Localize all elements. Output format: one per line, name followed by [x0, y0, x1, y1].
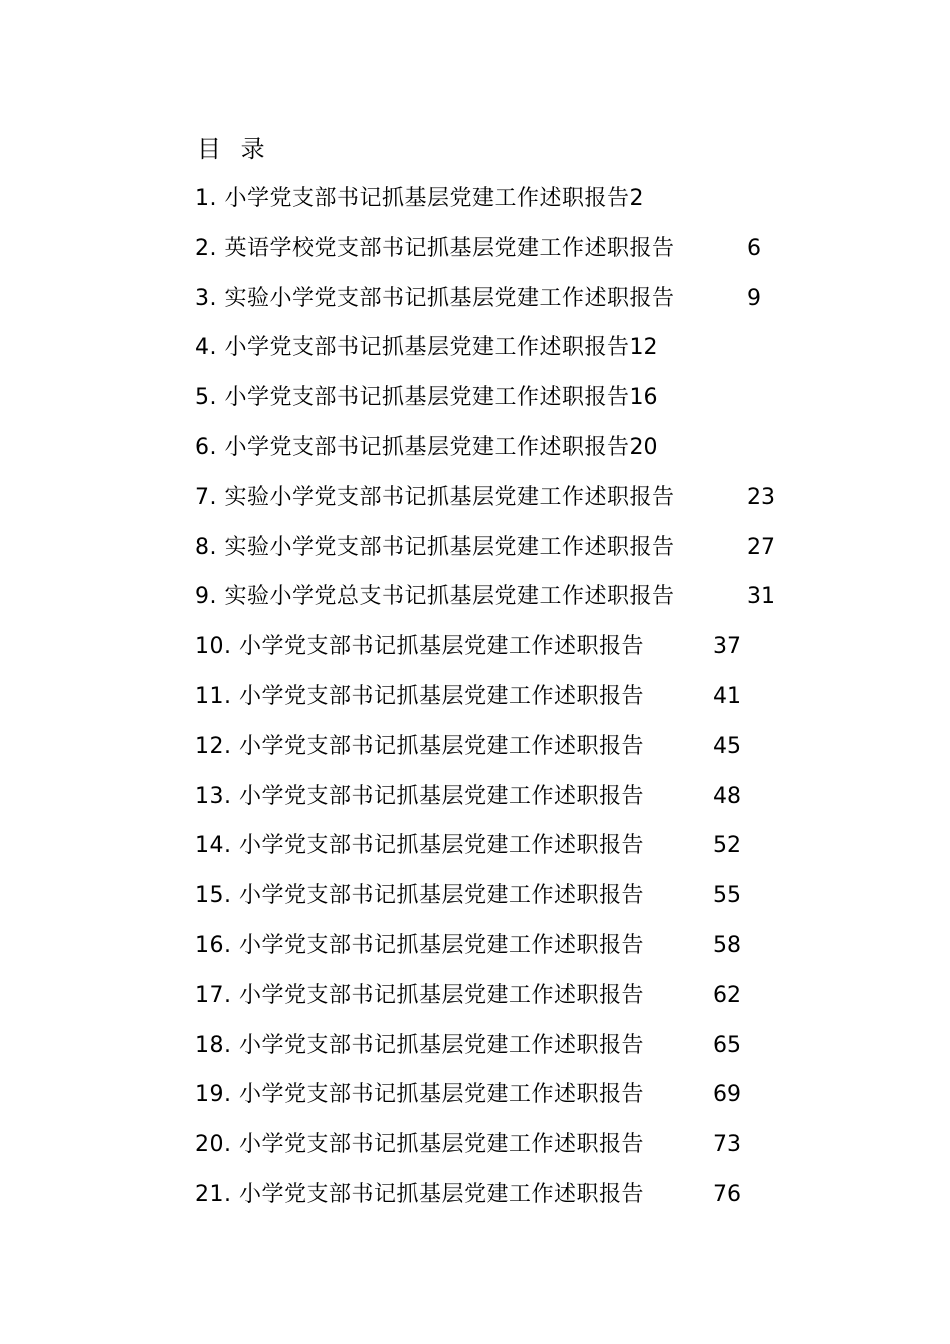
toc-entry[interactable] — [195, 579, 815, 629]
toc-entry[interactable] — [195, 231, 815, 281]
toc-entry[interactable] — [195, 928, 815, 978]
toc-entry[interactable] — [195, 779, 815, 829]
toc-entry[interactable] — [195, 430, 815, 480]
toc-entry[interactable] — [195, 729, 815, 779]
toc-entry-title: 14. 小学党支部书记抓基层党建工作述职报告 — [195, 833, 644, 859]
toc-list — [195, 181, 815, 1227]
toc-entry-page-number: 76 — [713, 1181, 741, 1207]
toc-entry[interactable] — [195, 480, 815, 530]
toc-entry-title: 19. 小学党支部书记抓基层党建工作述职报告 — [195, 1082, 644, 1108]
toc-entry-title: 12. 小学党支部书记抓基层党建工作述职报告 — [195, 733, 644, 759]
toc-entry-page-number: 55 — [713, 883, 741, 909]
toc-entry[interactable] — [195, 181, 815, 231]
toc-entry[interactable] — [195, 978, 815, 1028]
toc-entry-title: 10. 小学党支部书记抓基层党建工作述职报告 — [195, 634, 644, 660]
toc-entry-title: 15. 小学党支部书记抓基层党建工作述职报告 — [195, 883, 644, 909]
toc-entry-page-number: 73 — [713, 1132, 741, 1158]
toc-entry[interactable] — [195, 1177, 815, 1227]
toc-entry-page-number: 16 — [629, 385, 658, 411]
toc-entry-title: 17. 小学党支部书记抓基层党建工作述职报告 — [195, 982, 644, 1008]
toc-entry-page-number: 45 — [713, 733, 741, 759]
toc-entry-title: 6. 小学党支部书记抓基层党建工作述职报告 — [195, 434, 630, 460]
toc-entry[interactable] — [195, 1028, 815, 1078]
toc-entry-title: 1. 小学党支部书记抓基层党建工作述职报告 — [195, 186, 630, 211]
toc-entry-page-number: 41 — [713, 683, 741, 709]
toc-entry-title: 2. 英语学校党支部书记抓基层党建工作述职报告 — [195, 235, 675, 261]
toc-entry-title: 11. 小学党支部书记抓基层党建工作述职报告 — [195, 683, 644, 709]
toc-entry-title: 9. 实验小学党总支书记抓基层党建工作述职报告 — [195, 584, 675, 610]
toc-entry[interactable] — [195, 281, 815, 331]
toc-entry[interactable] — [195, 629, 815, 679]
toc-entry-page-number: 65 — [713, 1032, 741, 1058]
toc-entry[interactable] — [195, 330, 815, 380]
toc-entry-page-number: 2 — [629, 186, 644, 211]
toc-entry-page-number: 62 — [713, 982, 741, 1008]
toc-entry[interactable] — [195, 530, 815, 580]
toc-entry-title: 21. 小学党支部书记抓基层党建工作述职报告 — [195, 1181, 644, 1207]
toc-entry-page-number: 37 — [713, 634, 741, 660]
toc-entry-page-number: 20 — [629, 434, 658, 460]
toc-entry-page-number: 6 — [747, 235, 761, 261]
toc-title: 目 录 — [197, 135, 271, 163]
toc-entry-page-number: 69 — [713, 1082, 741, 1108]
toc-entry-title: 13. 小学党支部书记抓基层党建工作述职报告 — [195, 783, 644, 809]
toc-entry[interactable] — [195, 878, 815, 928]
toc-entry-page-number: 23 — [747, 484, 775, 510]
toc-entry-page-number: 31 — [747, 584, 775, 610]
toc-entry-page-number: 9 — [747, 285, 761, 311]
toc-entry-title: 18. 小学党支部书记抓基层党建工作述职报告 — [195, 1032, 644, 1058]
toc-entry-page-number: 48 — [713, 783, 741, 809]
toc-entry-page-number: 12 — [629, 335, 658, 361]
toc-entry-title: 5. 小学党支部书记抓基层党建工作述职报告 — [195, 385, 630, 411]
toc-entry[interactable] — [195, 380, 815, 430]
toc-entry-page-number: 52 — [713, 833, 741, 859]
toc-entry-title: 3. 实验小学党支部书记抓基层党建工作述职报告 — [195, 285, 675, 311]
toc-entry-title: 7. 实验小学党支部书记抓基层党建工作述职报告 — [195, 484, 675, 510]
toc-entry-title: 20. 小学党支部书记抓基层党建工作述职报告 — [195, 1132, 644, 1158]
toc-entry[interactable] — [195, 679, 815, 729]
toc-entry[interactable] — [195, 1077, 815, 1127]
toc-entry-page-number: 27 — [747, 534, 775, 560]
toc-entry-title: 8. 实验小学党支部书记抓基层党建工作述职报告 — [195, 534, 675, 560]
toc-entry-page-number: 58 — [713, 932, 741, 958]
toc-entry-title: 4. 小学党支部书记抓基层党建工作述职报告 — [195, 335, 630, 361]
toc-entry[interactable] — [195, 828, 815, 878]
toc-entry-title: 16. 小学党支部书记抓基层党建工作述职报告 — [195, 932, 644, 958]
toc-entry[interactable] — [195, 1127, 815, 1177]
